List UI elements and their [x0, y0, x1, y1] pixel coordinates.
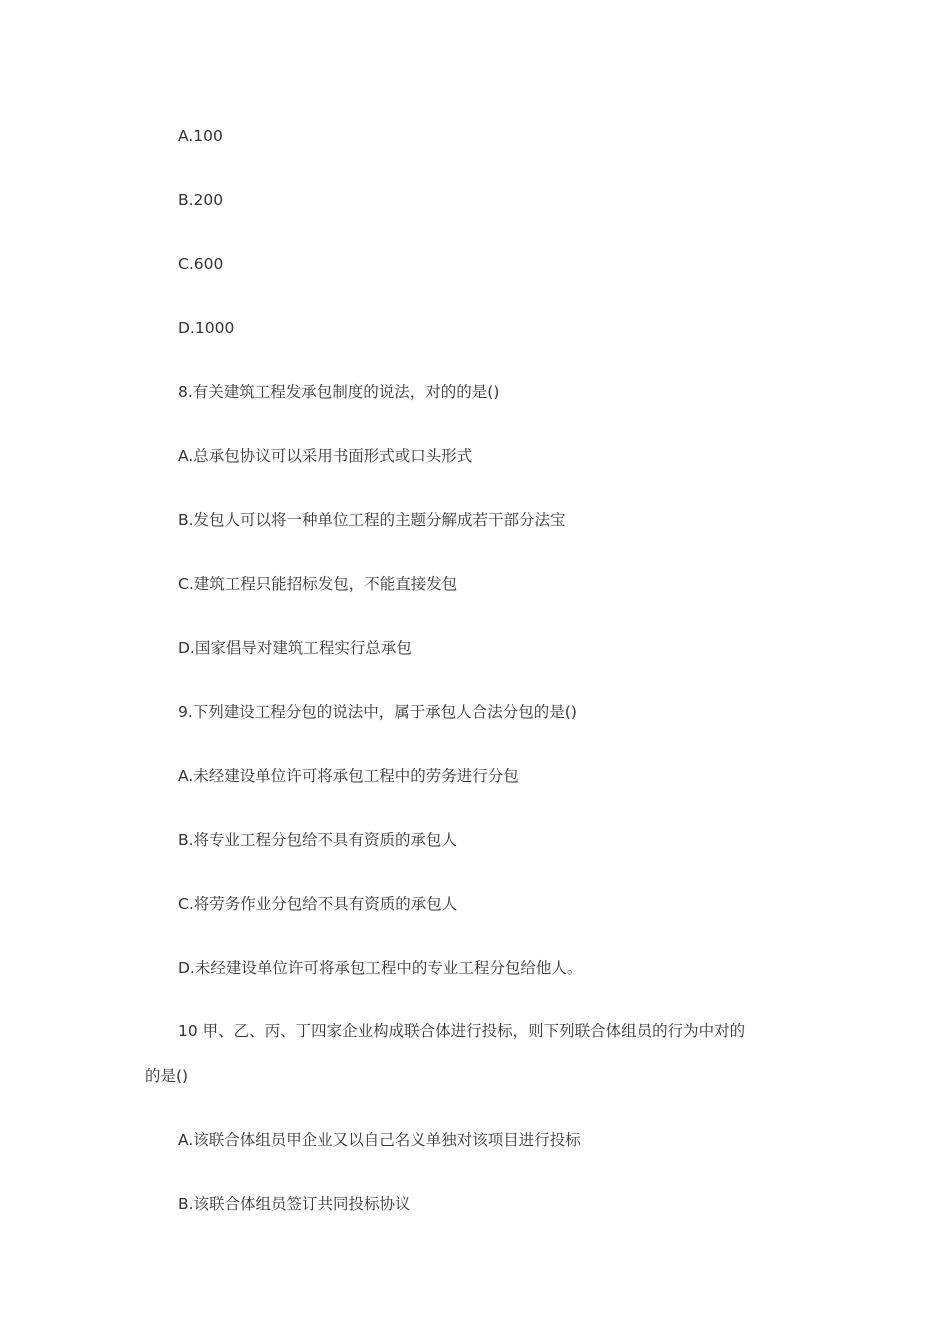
option-c-q8: C.建筑工程只能招标发包，不能直接发包	[178, 575, 458, 593]
option-a-q7: A.100	[178, 127, 223, 145]
question-8: 8.有关建筑工程发承包制度的说法，对的的是()	[178, 383, 500, 401]
question-9: 9.下列建设工程分包的说法中，属于承包人合法分包的是()	[178, 703, 577, 721]
option-a-q9: A.未经建设单位许可将承包工程中的劳务进行分包	[178, 767, 519, 785]
option-c-q7: C.600	[178, 255, 224, 273]
option-b-q9: B.将专业工程分包给不具有资质的承包人	[178, 831, 458, 849]
option-a-q10: A.该联合体组员甲企业又以自己名义单独对该项目进行投标	[178, 1131, 581, 1149]
option-d-q7: D.1000	[178, 319, 235, 337]
option-c-q9: C.将劳务作业分包给不具有资质的承包人	[178, 895, 458, 913]
option-b-q10: B.该联合体组员签订共同投标协议	[178, 1195, 411, 1213]
question-10-continued: 的是()	[145, 1067, 189, 1085]
option-d-q8: D.国家倡导对建筑工程实行总承包	[178, 639, 412, 657]
option-d-q9: D.未经建设单位许可将承包工程中的专业工程分包给他人。	[178, 959, 583, 977]
option-a-q8: A.总承包协议可以采用书面形式或口头形式	[178, 447, 473, 465]
option-b-q7: B.200	[178, 191, 224, 209]
option-b-q8: B.发包人可以将一种单位工程的主题分解成若干部分法宝	[178, 511, 566, 529]
question-10: 10 甲、乙、丙、丁四家企业构成联合体进行投标，则下列联合体组员的行为中对的	[178, 1022, 746, 1040]
